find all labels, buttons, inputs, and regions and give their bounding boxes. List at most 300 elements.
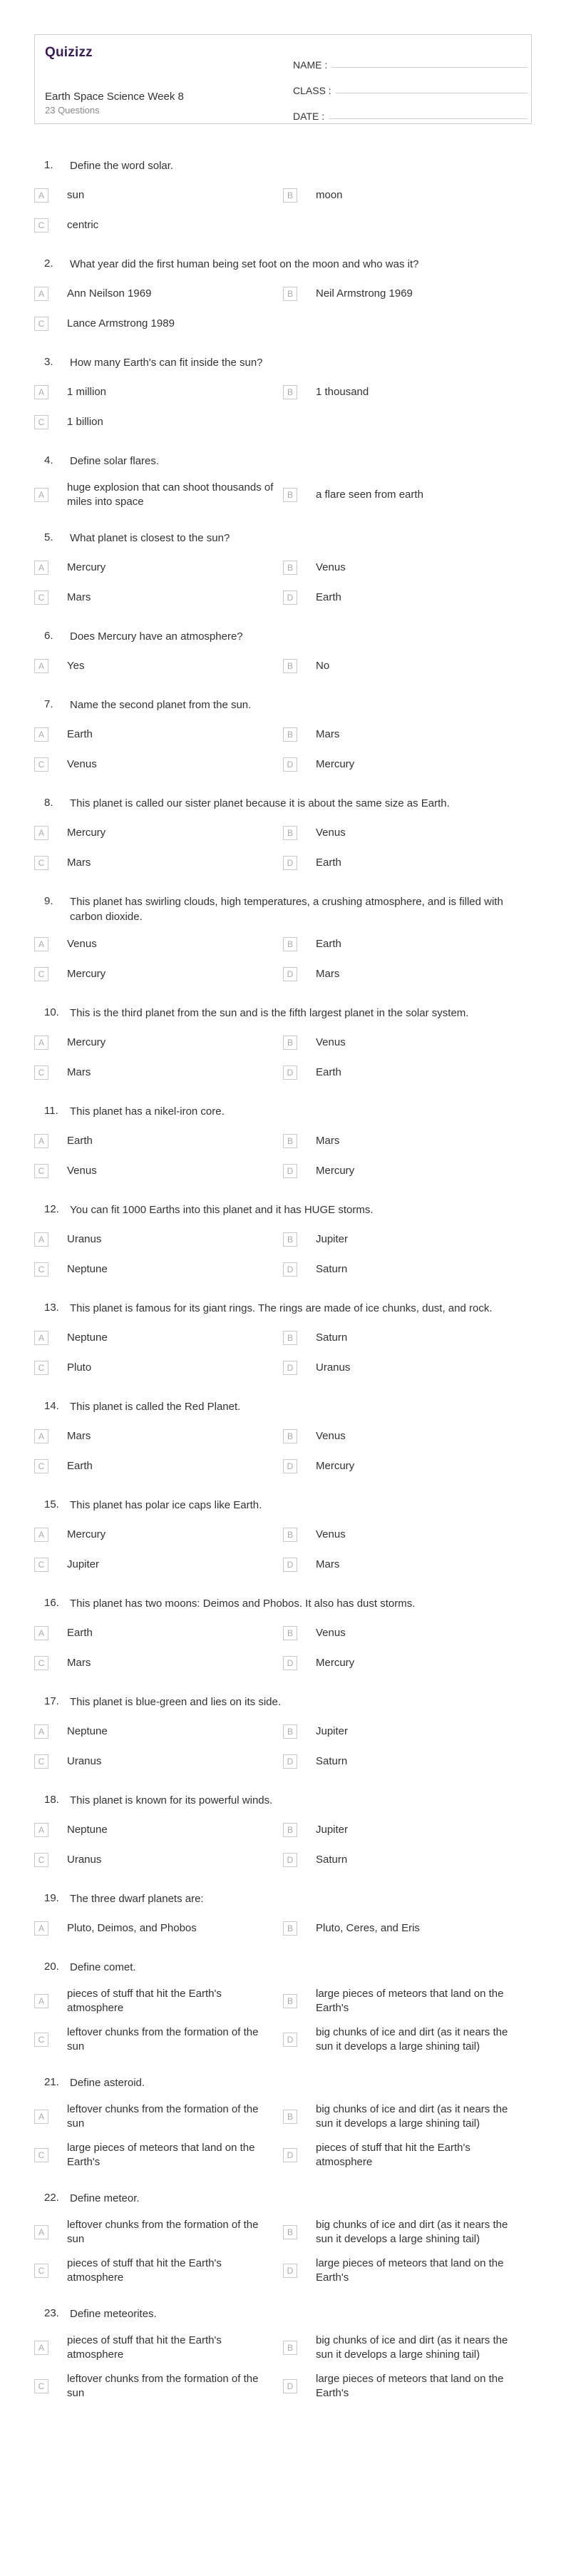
question [34, 1006, 532, 1093]
answer-options [34, 2102, 532, 2179]
answer-option[interactable] [34, 2102, 283, 2131]
answer-option[interactable] [34, 1426, 283, 1446]
question-header [34, 1960, 532, 1977]
option-text: Pluto [67, 1361, 92, 1374]
class-label: CLASS : [293, 85, 331, 96]
answer-option[interactable] [283, 481, 532, 509]
question-number: 17. [44, 1695, 59, 1707]
answer-option[interactable] [34, 2218, 283, 2247]
option-text: Mercury [67, 1528, 106, 1540]
option-letter-box: A [34, 561, 48, 575]
question-text: This planet is blue-green and lies on its side. [70, 1696, 282, 1708]
question-number: 21. [44, 2076, 59, 2088]
question [34, 257, 532, 344]
option-letter-box: A [34, 2110, 48, 2124]
answer-option[interactable] [34, 1820, 283, 1840]
option-text: Mercury [316, 1165, 355, 1177]
question-text: What year did the first human being set foot on the moon and who was it? [70, 258, 419, 270]
question-header [34, 697, 532, 715]
option-text: Mercury [316, 1460, 355, 1472]
question-text: Define meteorites. [70, 2308, 157, 2320]
option-letter-box: C [34, 1656, 48, 1670]
option-text: Venus [316, 827, 346, 839]
answer-option[interactable] [34, 1752, 283, 1772]
answer-option[interactable] [34, 588, 283, 608]
answer-option[interactable] [34, 755, 283, 775]
option-text: big chunks of ice and dirt (as it nears the sun it develops a large shining tail) [316, 2026, 508, 2053]
answer-option[interactable] [283, 934, 532, 954]
option-text: 1 billion [67, 416, 103, 428]
question [34, 1793, 532, 1880]
option-letter-box: B [283, 188, 297, 203]
option-letter-box: B [283, 826, 297, 840]
option-text: Venus [67, 1165, 97, 1177]
option-text: Earth [67, 1460, 93, 1472]
question-number: 10. [44, 1006, 59, 1018]
option-text: Earth [316, 938, 341, 950]
option-letter-box: C [34, 1164, 48, 1178]
question-header [34, 1498, 532, 1515]
question [34, 158, 532, 245]
answer-option[interactable] [283, 284, 532, 304]
option-text: No [316, 660, 330, 672]
answer-options [34, 2334, 532, 2411]
question-number: 19. [44, 1892, 59, 1904]
answer-option[interactable] [34, 1653, 283, 1673]
option-letter-box: A [34, 1331, 48, 1345]
question-count: 23 Questions [45, 105, 100, 116]
option-letter-box: D [283, 1262, 297, 1277]
answer-option[interactable] [34, 1525, 283, 1545]
question [34, 1960, 532, 2064]
question-text: This planet has two moons: Deimos and Phobos. It also has dust storms. [70, 1598, 416, 1610]
option-text: moon [316, 189, 343, 201]
answer-option[interactable] [283, 1426, 532, 1446]
question-header [34, 894, 532, 924]
option-text: Venus [316, 1430, 346, 1442]
option-letter-box: C [34, 1853, 48, 1867]
answer-option[interactable] [34, 1230, 283, 1249]
question-number: 2. [44, 257, 53, 270]
option-letter-box: B [283, 1134, 297, 1148]
option-text: Mars [316, 728, 340, 740]
question-header [34, 1596, 532, 1613]
answer-option[interactable] [283, 1328, 532, 1348]
option-text: Jupiter [316, 1824, 349, 1836]
answer-option[interactable] [283, 1033, 532, 1053]
answer-options [34, 1131, 532, 1191]
answer-options [34, 1987, 532, 2064]
option-letter-box: C [34, 415, 48, 429]
option-letter-box: A [34, 826, 48, 840]
question-text: Define solar flares. [70, 455, 160, 467]
option-letter-box: B [283, 1528, 297, 1542]
option-text: Mercury [67, 968, 106, 980]
answer-option[interactable] [283, 755, 532, 775]
option-text: large pieces of meteors that land on the Earth's [316, 2257, 504, 2284]
answer-option[interactable] [283, 1752, 532, 1772]
answer-option[interactable] [34, 412, 283, 432]
name-label: NAME : [293, 59, 328, 71]
answer-option[interactable] [34, 1063, 283, 1083]
option-letter-box: A [34, 1134, 48, 1148]
option-text: leftover chunks from the formation of the sun [67, 2026, 259, 2053]
answer-options [34, 1820, 532, 1880]
answer-option[interactable] [283, 2025, 532, 2054]
option-text: Uranus [67, 1755, 102, 1767]
answer-options [34, 481, 532, 519]
class-field [293, 71, 528, 96]
option-text: Venus [67, 938, 97, 950]
answer-option[interactable] [283, 2141, 532, 2169]
question-text: This planet is called the Red Planet. [70, 1401, 241, 1413]
question-text: Define meteor. [70, 2192, 140, 2204]
option-text: big chunks of ice and dirt (as it nears the sun it develops a large shining tail) [316, 2334, 508, 2361]
option-letter-box: B [283, 1626, 297, 1640]
option-letter-box: B [283, 2110, 297, 2124]
answer-option[interactable] [283, 1555, 532, 1575]
option-text: big chunks of ice and dirt (as it nears the sun it develops a large shining tail) [316, 2219, 508, 2245]
question [34, 1202, 532, 1289]
question-header [34, 2191, 532, 2208]
option-letter-box: A [34, 1036, 48, 1050]
answer-option[interactable] [283, 1259, 532, 1279]
question-text: This planet is known for its powerful winds. [70, 1794, 273, 1806]
option-letter-box: C [34, 1262, 48, 1277]
question-header [34, 1202, 532, 1220]
question-number: 5. [44, 531, 53, 543]
option-text: Jupiter [67, 1558, 100, 1570]
answer-option[interactable] [283, 1722, 532, 1742]
option-letter-box: D [283, 757, 297, 772]
question-header [34, 796, 532, 813]
question [34, 2191, 532, 2295]
question-number: 16. [44, 1597, 59, 1609]
answer-option[interactable] [34, 1987, 283, 2015]
question-header [34, 1301, 532, 1318]
answer-option[interactable] [283, 2372, 532, 2401]
option-text: large pieces of meteors that land on the Earth's [67, 2142, 255, 2168]
question-number: 15. [44, 1498, 59, 1511]
answer-option[interactable] [283, 964, 532, 984]
option-letter-box: D [283, 856, 297, 870]
question-text: This planet has swirling clouds, high temperatures, a crushing atmosphere, and is filled with carbon dioxide. [70, 896, 503, 923]
question-text: Name the second planet from the sun. [70, 699, 252, 711]
answer-option[interactable] [283, 1131, 532, 1151]
answer-option[interactable] [34, 481, 283, 509]
option-text: Saturn [316, 1263, 348, 1275]
option-text: Mercury [67, 561, 106, 573]
option-letter-box: D [283, 2379, 297, 2393]
answer-options [34, 382, 532, 442]
option-letter-box: C [34, 317, 48, 331]
option-text: Pluto, Ceres, and Eris [316, 1922, 420, 1934]
answer-options [34, 934, 532, 994]
question-text: You can fit 1000 Earths into this planet and it has HUGE storms. [70, 1204, 374, 1216]
answer-option[interactable] [34, 725, 283, 745]
question [34, 454, 532, 519]
question-text: How many Earth's can fit inside the sun? [70, 357, 263, 369]
name-line [331, 67, 528, 68]
name-field [293, 45, 528, 71]
option-letter-box: A [34, 385, 48, 399]
answer-option[interactable] [34, 1722, 283, 1742]
question [34, 894, 532, 994]
answer-option[interactable] [34, 1358, 283, 1378]
answer-option[interactable] [34, 1033, 283, 1053]
answer-option[interactable] [283, 2256, 532, 2285]
answer-option[interactable] [34, 382, 283, 402]
option-letter-box: B [283, 1994, 297, 2008]
question-header [34, 2075, 532, 2092]
option-text: Lance Armstrong 1989 [67, 317, 175, 329]
option-letter-box: C [34, 1065, 48, 1080]
question-text: Define the word solar. [70, 160, 174, 172]
answer-option[interactable] [283, 1850, 532, 1870]
answer-option[interactable] [283, 1820, 532, 1840]
option-text: 1 million [67, 386, 107, 398]
question [34, 1104, 532, 1191]
question-number: 9. [44, 895, 53, 907]
answer-option[interactable] [34, 1259, 283, 1279]
answer-option[interactable] [34, 1850, 283, 1870]
option-text: Mars [67, 857, 91, 869]
answer-options [34, 1230, 532, 1289]
answer-option[interactable] [283, 725, 532, 745]
answer-options [34, 185, 532, 245]
answer-option[interactable] [34, 1456, 283, 1476]
answer-option[interactable] [34, 2141, 283, 2169]
option-letter-box: D [283, 967, 297, 981]
option-letter-box: C [34, 757, 48, 772]
answer-options [34, 1033, 532, 1093]
answer-option[interactable] [34, 558, 283, 578]
option-text: pieces of stuff that hit the Earth's atmosphere [316, 2142, 470, 2168]
question-number: 12. [44, 1203, 59, 1215]
option-text: Mercury [316, 1657, 355, 1669]
option-letter-box: C [34, 218, 48, 232]
answer-option[interactable] [283, 823, 532, 843]
option-letter-box: A [34, 188, 48, 203]
question [34, 1596, 532, 1683]
answer-option[interactable] [34, 1161, 283, 1181]
answer-option[interactable] [283, 1063, 532, 1083]
option-letter-box: D [283, 1853, 297, 1867]
option-letter-box: C [34, 1754, 48, 1769]
answer-option[interactable] [283, 1456, 532, 1476]
answer-option[interactable] [34, 964, 283, 984]
answer-options [34, 2218, 532, 2295]
question-text: This planet is called our sister planet because it is about the same size as Earth. [70, 797, 450, 809]
option-letter-box: B [283, 287, 297, 301]
option-text: pieces of stuff that hit the Earth's atmosphere [67, 2257, 222, 2284]
option-letter-box: C [34, 2148, 48, 2162]
option-letter-box: D [283, 2264, 297, 2278]
answer-option[interactable] [34, 934, 283, 954]
answer-option[interactable] [34, 314, 283, 334]
answer-options [34, 1328, 532, 1388]
worksheet-header [34, 34, 532, 124]
answer-option[interactable] [283, 588, 532, 608]
option-text: Venus [67, 758, 97, 770]
option-letter-box: A [34, 488, 48, 502]
option-letter-box: A [34, 2341, 48, 2355]
option-letter-box: D [283, 2033, 297, 2047]
question [34, 355, 532, 442]
answer-option[interactable] [283, 1987, 532, 2015]
option-letter-box: C [34, 2379, 48, 2393]
option-letter-box: B [283, 727, 297, 742]
option-text: sun [67, 189, 85, 201]
option-letter-box: A [34, 1724, 48, 1739]
option-letter-box: B [283, 2341, 297, 2355]
option-text: Mars [316, 1135, 340, 1147]
question-number: 7. [44, 698, 53, 710]
option-letter-box: D [283, 1459, 297, 1473]
option-letter-box: C [34, 2264, 48, 2278]
answer-options [34, 1426, 532, 1486]
question-header [34, 531, 532, 548]
option-text: Uranus [67, 1854, 102, 1866]
question-number: 18. [44, 1794, 59, 1806]
question-header [34, 1891, 532, 1908]
option-text: Neptune [67, 1725, 108, 1737]
question-text: Does Mercury have an atmosphere? [70, 630, 243, 643]
option-letter-box: C [34, 1558, 48, 1572]
answer-option[interactable] [283, 2218, 532, 2247]
option-text: huge explosion that can shoot thousands of miles into space [67, 481, 274, 508]
date-label: DATE : [293, 111, 325, 122]
option-letter-box: A [34, 1429, 48, 1443]
option-letter-box: C [34, 591, 48, 605]
option-text: Neptune [67, 1263, 108, 1275]
answer-option[interactable] [34, 2256, 283, 2285]
option-text: Mars [67, 1657, 91, 1669]
answer-option[interactable] [283, 2102, 532, 2131]
answer-option[interactable] [34, 1918, 283, 1938]
answer-option[interactable] [283, 656, 532, 676]
answer-options [34, 284, 532, 344]
answer-option[interactable] [34, 823, 283, 843]
option-letter-box: B [283, 937, 297, 951]
answer-option[interactable] [34, 2025, 283, 2054]
answer-option[interactable] [34, 1623, 283, 1643]
question-text: Define comet. [70, 1961, 136, 1973]
answer-options [34, 1525, 532, 1585]
answer-option[interactable] [283, 185, 532, 205]
answer-option[interactable] [283, 1623, 532, 1643]
option-letter-box: C [34, 2033, 48, 2047]
question [34, 629, 532, 686]
question [34, 796, 532, 883]
option-text: big chunks of ice and dirt (as it nears the sun it develops a large shining tail) [316, 2103, 508, 2130]
option-letter-box: B [283, 561, 297, 575]
answer-option[interactable] [283, 1358, 532, 1378]
option-letter-box: A [34, 287, 48, 301]
option-letter-box: A [34, 1823, 48, 1837]
answer-option[interactable] [283, 558, 532, 578]
option-text: Mars [67, 1430, 91, 1442]
question [34, 1399, 532, 1486]
answer-option[interactable] [283, 853, 532, 873]
answer-option[interactable] [283, 1525, 532, 1545]
question-number: 20. [44, 1961, 59, 1973]
question-header [34, 1104, 532, 1121]
option-letter-box: D [283, 1754, 297, 1769]
question-header [34, 1399, 532, 1416]
option-text: Venus [316, 1627, 346, 1639]
question-header [34, 1006, 532, 1023]
question-text: This planet has a nikel-iron core. [70, 1105, 225, 1118]
option-text: large pieces of meteors that land on the Earth's [316, 2373, 504, 2399]
answer-option[interactable] [34, 2372, 283, 2401]
answer-option[interactable] [34, 185, 283, 205]
option-letter-box: D [283, 1656, 297, 1670]
answer-option[interactable] [34, 215, 283, 235]
option-letter-box: B [283, 659, 297, 673]
answer-option[interactable] [34, 284, 283, 304]
question-text: What planet is closest to the sun? [70, 532, 230, 544]
question-header [34, 355, 532, 372]
answer-option[interactable] [283, 1161, 532, 1181]
answer-option[interactable] [283, 1918, 532, 1938]
answer-option[interactable] [34, 1555, 283, 1575]
option-text: large pieces of meteors that land on the Earth's [316, 1988, 504, 2014]
option-letter-box: C [34, 1361, 48, 1375]
option-letter-box: D [283, 1164, 297, 1178]
question-number: 1. [44, 159, 53, 171]
option-text: Mars [316, 1558, 340, 1570]
answer-option[interactable] [283, 1230, 532, 1249]
answer-option[interactable] [283, 2334, 532, 2362]
answer-option[interactable] [34, 2334, 283, 2362]
question-number: 22. [44, 2192, 59, 2204]
answer-option[interactable] [34, 1131, 283, 1151]
question-text: This is the third planet from the sun and is the fifth largest planet in the solar system. [70, 1007, 469, 1019]
answer-option[interactable] [283, 1653, 532, 1673]
option-letter-box: A [34, 727, 48, 742]
option-text: Neptune [67, 1824, 108, 1836]
option-text: Venus [316, 1528, 346, 1540]
option-letter-box: A [34, 1232, 48, 1247]
option-text: Mars [67, 591, 91, 603]
option-letter-box: B [283, 1331, 297, 1345]
answer-options [34, 558, 532, 618]
question-list [0, 158, 566, 2411]
question-header [34, 257, 532, 274]
question [34, 1891, 532, 1948]
option-letter-box: D [283, 1065, 297, 1080]
answer-options [34, 1623, 532, 1683]
option-letter-box: C [34, 1459, 48, 1473]
question-text: Define asteroid. [70, 2077, 145, 2089]
option-text: Saturn [316, 1755, 348, 1767]
option-letter-box: B [283, 1724, 297, 1739]
answer-option[interactable] [34, 1328, 283, 1348]
question-text: This planet is famous for its giant rings. The rings are made of ice chunks, dust, and rock. [70, 1302, 493, 1314]
answer-options [34, 725, 532, 784]
option-text: Pluto, Deimos, and Phobos [67, 1922, 197, 1934]
option-letter-box: D [283, 1558, 297, 1572]
answer-option[interactable] [283, 382, 532, 402]
question [34, 531, 532, 618]
question-number: 23. [44, 2307, 59, 2319]
answer-option[interactable] [34, 853, 283, 873]
question-number: 4. [44, 454, 53, 466]
answer-option[interactable] [34, 656, 283, 676]
option-text: Mars [316, 968, 340, 980]
question-number: 3. [44, 356, 53, 368]
